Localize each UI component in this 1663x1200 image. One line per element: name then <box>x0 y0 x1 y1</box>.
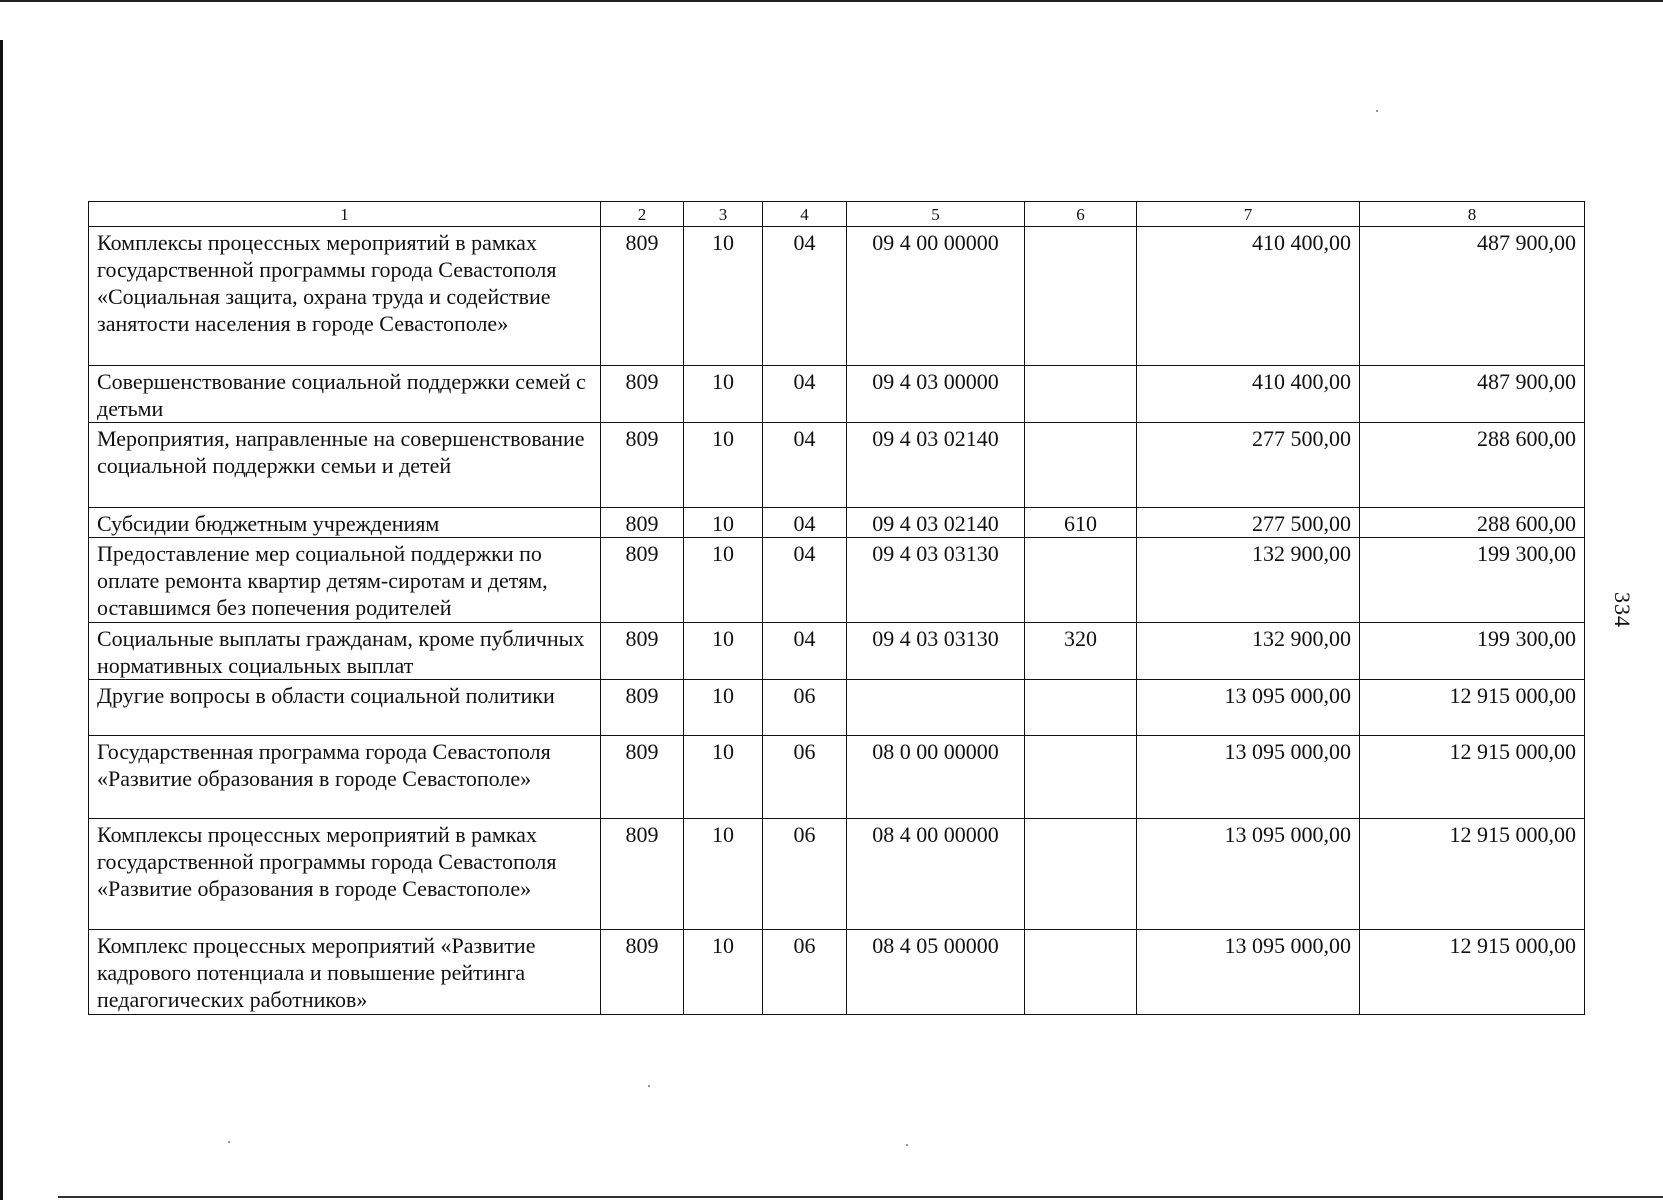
row-code-6 <box>1025 423 1137 508</box>
row-code-6 <box>1025 819 1137 930</box>
table-row <box>89 538 1585 623</box>
row-code-5: 09 4 03 02140 <box>847 423 1025 508</box>
row-code-6 <box>1025 680 1137 736</box>
row-code-6 <box>1025 736 1137 819</box>
row-code-3: 10 <box>684 819 763 930</box>
row-amount-7: 277 500,00 <box>1137 508 1360 538</box>
row-code-3: 10 <box>684 366 763 423</box>
row-code-2: 809 <box>601 227 684 366</box>
row-code-3: 10 <box>684 508 763 538</box>
row-code-2: 809 <box>601 623 684 680</box>
row-amount-8: 12 915 000,00 <box>1360 736 1585 819</box>
row-name: Комплексы процессных мероприятий в рамках государственной программы города Севастополя «Развитие образования в городе Севастополе» <box>89 819 601 930</box>
row-amount-8: 487 900,00 <box>1360 227 1585 366</box>
row-code-3: 10 <box>684 680 763 736</box>
column-header: 7 <box>1137 202 1360 227</box>
row-code-4: 06 <box>763 930 847 1015</box>
row-code-2: 809 <box>601 538 684 623</box>
row-code-6: 320 <box>1025 623 1137 680</box>
row-amount-8: 12 915 000,00 <box>1360 819 1585 930</box>
row-amount-8: 487 900,00 <box>1360 366 1585 423</box>
row-amount-8: 199 300,00 <box>1360 538 1585 623</box>
row-amount-7: 132 900,00 <box>1137 623 1360 680</box>
row-code-3: 10 <box>684 736 763 819</box>
column-header: 3 <box>684 202 763 227</box>
row-code-2: 809 <box>601 736 684 819</box>
scan-speck <box>228 1141 230 1143</box>
row-code-4: 04 <box>763 366 847 423</box>
row-code-2: 809 <box>601 680 684 736</box>
row-code-4: 04 <box>763 227 847 366</box>
row-amount-8: 199 300,00 <box>1360 623 1585 680</box>
row-code-2: 809 <box>601 508 684 538</box>
row-amount-8: 12 915 000,00 <box>1360 930 1585 1015</box>
row-code-6 <box>1025 227 1137 366</box>
table-row <box>89 680 1585 736</box>
table-row <box>89 623 1585 680</box>
row-code-6: 610 <box>1025 508 1137 538</box>
row-code-5: 09 4 03 02140 <box>847 508 1025 538</box>
column-header: 8 <box>1360 202 1585 227</box>
table-row <box>89 930 1585 1015</box>
scan-edge-bottom <box>58 1196 1663 1198</box>
row-code-4: 04 <box>763 623 847 680</box>
row-amount-7: 13 095 000,00 <box>1137 930 1360 1015</box>
row-amount-8: 288 600,00 <box>1360 508 1585 538</box>
row-code-3: 10 <box>684 930 763 1015</box>
column-header: 5 <box>847 202 1025 227</box>
row-name: Другие вопросы в области социальной политики <box>89 680 601 736</box>
row-code-4: 04 <box>763 508 847 538</box>
table-row <box>89 423 1585 508</box>
row-name: Совершенствование социальной поддержки семей с детьми <box>89 366 601 423</box>
table-row <box>89 227 1585 366</box>
row-code-3: 10 <box>684 423 763 508</box>
row-code-2: 809 <box>601 819 684 930</box>
row-code-3: 10 <box>684 538 763 623</box>
row-amount-7: 277 500,00 <box>1137 423 1360 508</box>
page-number: 334 <box>1610 592 1635 628</box>
row-code-4: 04 <box>763 423 847 508</box>
row-name: Комплексы процессных мероприятий в рамках государственной программы города Севастополя «Социальная защита, охрана труда и содействие занятости населения в городе Севастополе» <box>89 227 601 366</box>
row-amount-7: 13 095 000,00 <box>1137 819 1360 930</box>
row-code-3: 10 <box>684 227 763 366</box>
row-name: Предоставление мер социальной поддержки по оплате ремонта квартир детям-сиротам и детям, оставшимся без попечения родителей <box>89 538 601 623</box>
row-code-5: 09 4 03 03130 <box>847 623 1025 680</box>
table-header-row <box>89 202 1585 227</box>
row-code-4: 06 <box>763 680 847 736</box>
row-amount-8: 12 915 000,00 <box>1360 680 1585 736</box>
row-name: Государственная программа города Севастополя «Развитие образования в городе Севастополе» <box>89 736 601 819</box>
table-row <box>89 508 1585 538</box>
row-amount-7: 410 400,00 <box>1137 366 1360 423</box>
row-code-4: 04 <box>763 538 847 623</box>
row-code-6 <box>1025 538 1137 623</box>
row-code-2: 809 <box>601 423 684 508</box>
row-amount-7: 132 900,00 <box>1137 538 1360 623</box>
row-code-5: 08 4 05 00000 <box>847 930 1025 1015</box>
row-amount-7: 13 095 000,00 <box>1137 736 1360 819</box>
row-code-4: 06 <box>763 819 847 930</box>
row-code-5: 08 4 00 00000 <box>847 819 1025 930</box>
row-amount-8: 288 600,00 <box>1360 423 1585 508</box>
table-row <box>89 366 1585 423</box>
row-code-5: 08 0 00 00000 <box>847 736 1025 819</box>
row-name: Комплекс процессных мероприятий «Развитие кадрового потенциала и повышение рейтинга педагогических работников» <box>89 930 601 1015</box>
table-row <box>89 736 1585 819</box>
column-header: 2 <box>601 202 684 227</box>
row-code-3: 10 <box>684 623 763 680</box>
scan-speck <box>648 1085 650 1087</box>
row-code-2: 809 <box>601 366 684 423</box>
scan-speck <box>906 1144 908 1146</box>
row-name: Мероприятия, направленные на совершенствование социальной поддержки семьи и детей <box>89 423 601 508</box>
scan-edge-left <box>0 40 3 1200</box>
row-code-4: 06 <box>763 736 847 819</box>
scan-edge-top <box>0 0 1663 2</box>
row-code-6 <box>1025 366 1137 423</box>
row-code-5 <box>847 680 1025 736</box>
row-name: Социальные выплаты гражданам, кроме публичных нормативных социальных выплат <box>89 623 601 680</box>
column-header: 1 <box>89 202 601 227</box>
row-name: Субсидии бюджетным учреждениям <box>89 508 601 538</box>
row-code-2: 809 <box>601 930 684 1015</box>
scan-speck <box>1376 110 1378 112</box>
row-code-5: 09 4 00 00000 <box>847 227 1025 366</box>
row-amount-7: 13 095 000,00 <box>1137 680 1360 736</box>
row-amount-7: 410 400,00 <box>1137 227 1360 366</box>
column-header: 6 <box>1025 202 1137 227</box>
budget-table <box>88 201 1585 1015</box>
row-code-5: 09 4 03 03130 <box>847 538 1025 623</box>
row-code-5: 09 4 03 00000 <box>847 366 1025 423</box>
row-code-6 <box>1025 930 1137 1015</box>
table-row <box>89 819 1585 930</box>
column-header: 4 <box>763 202 847 227</box>
